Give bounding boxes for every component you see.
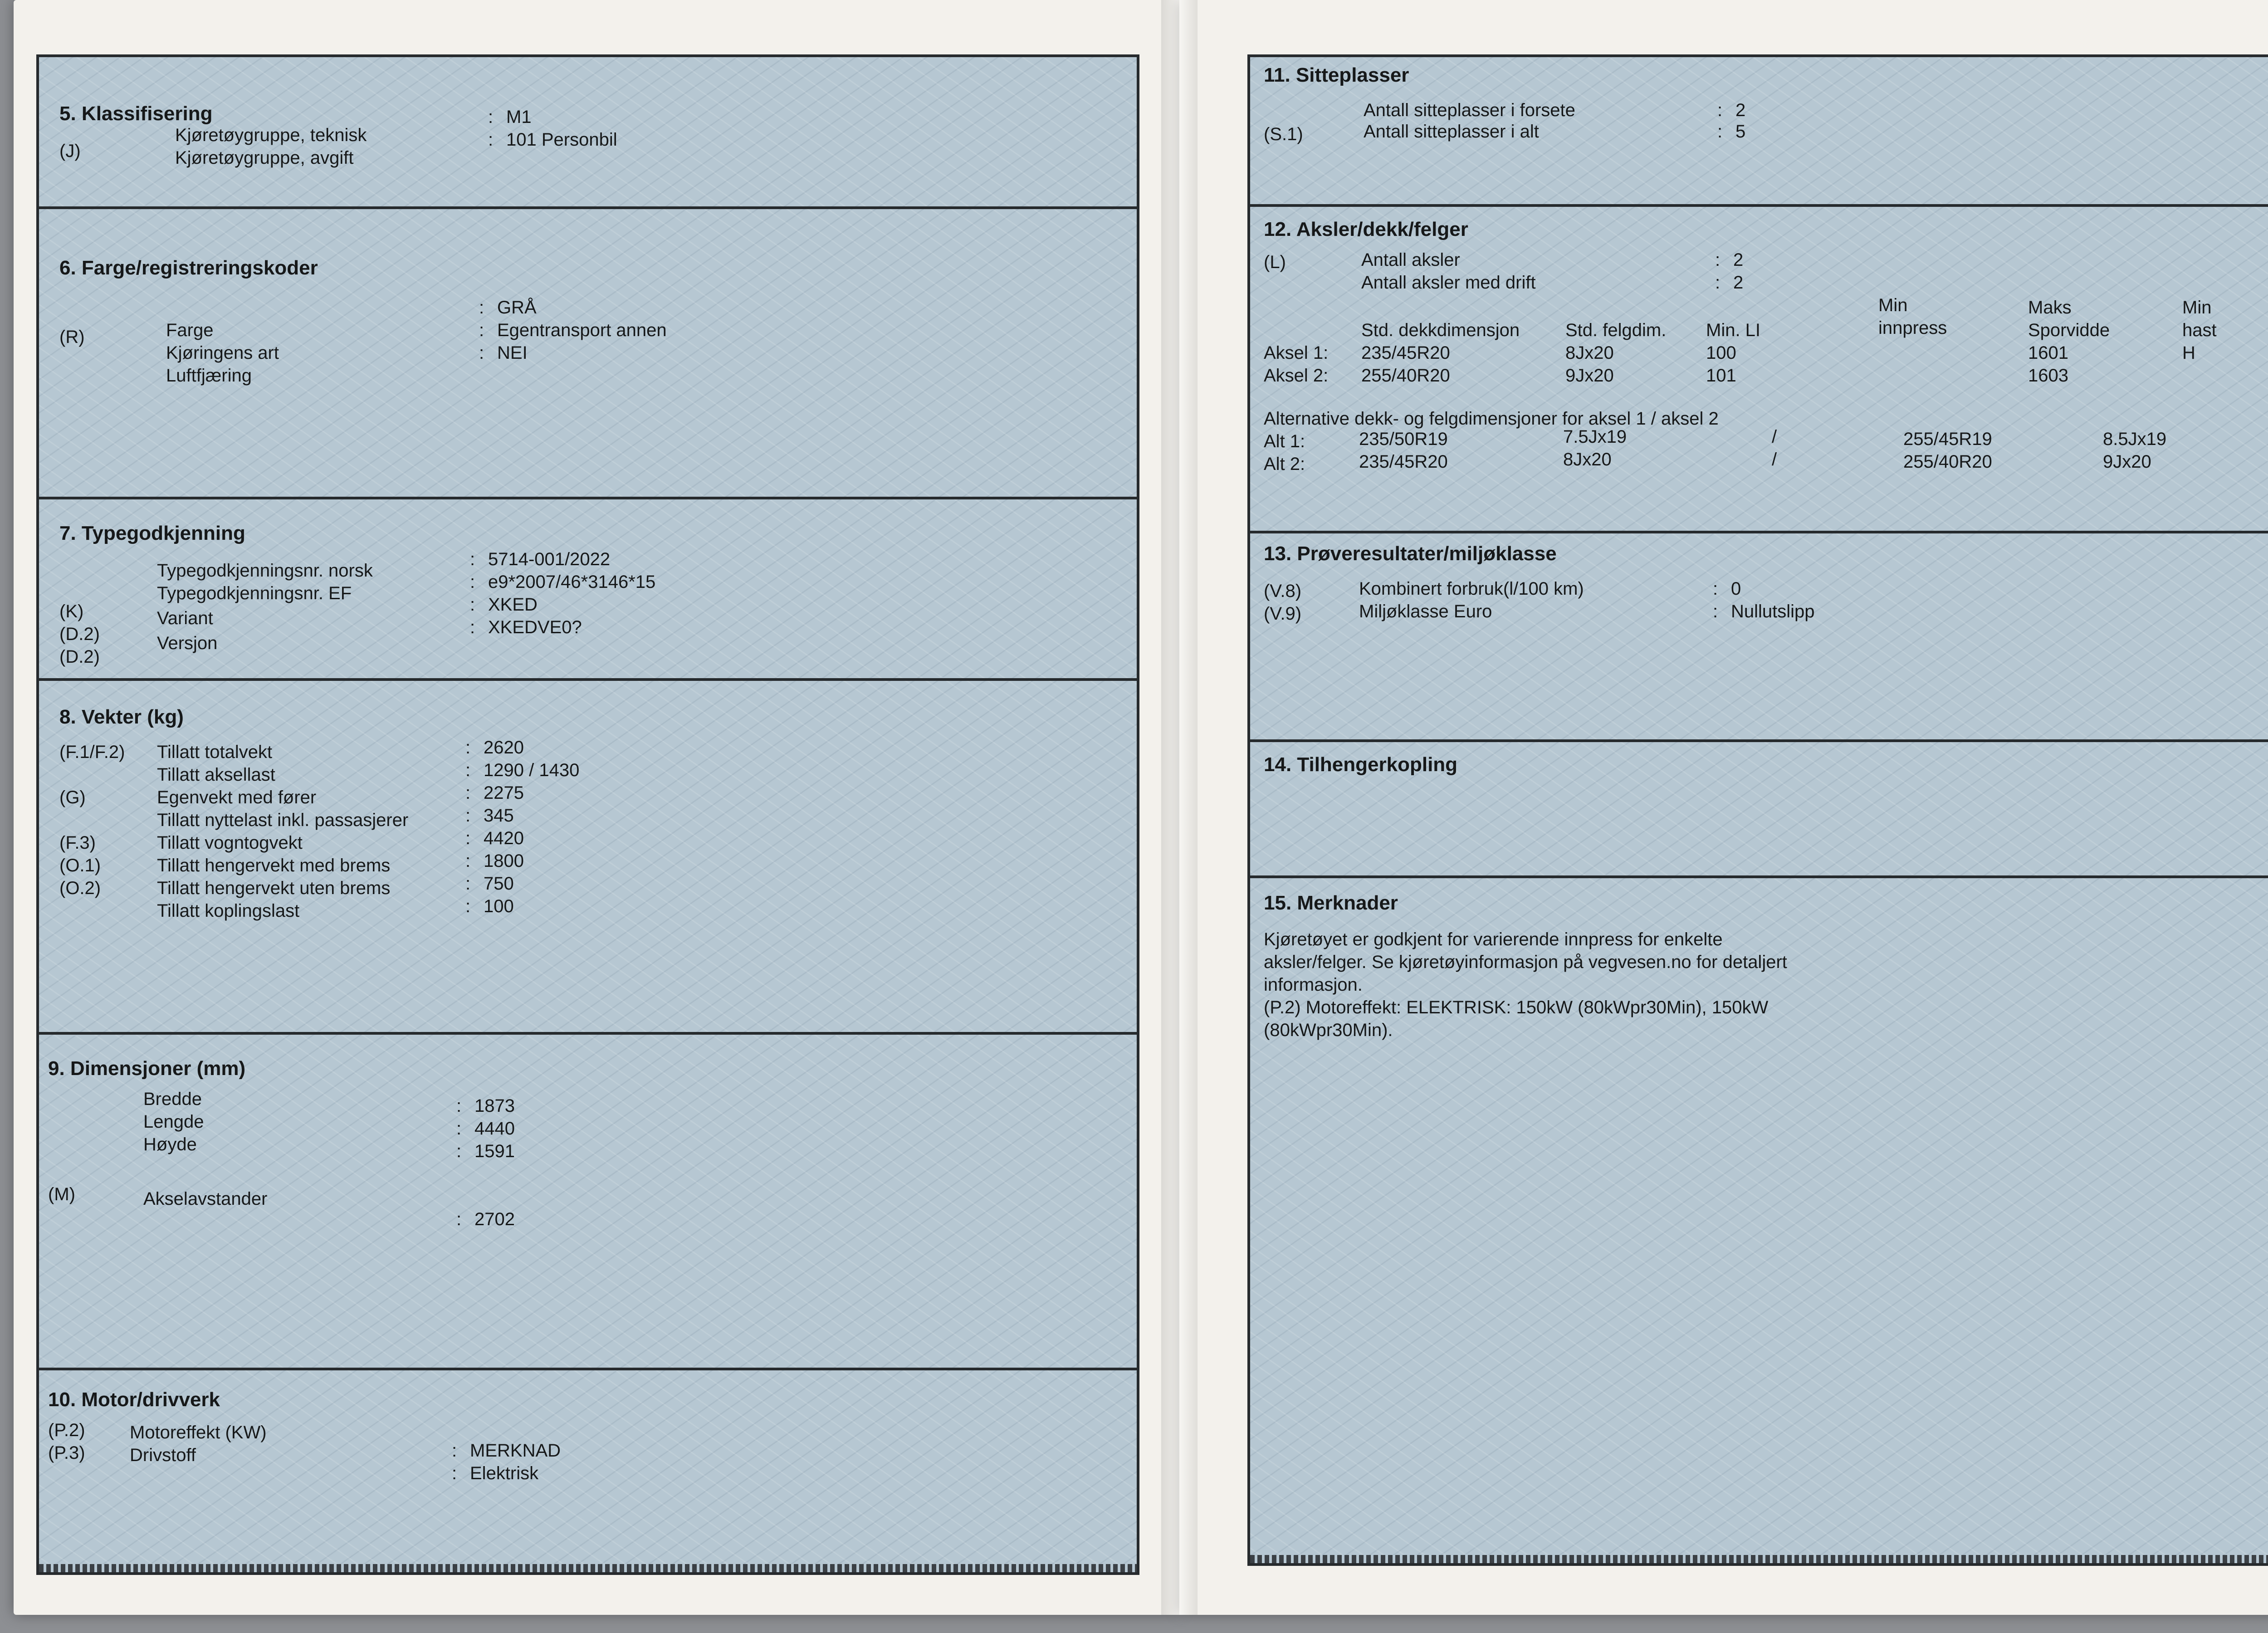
table-header: Maks	[2028, 298, 2072, 318]
separator: :	[1713, 579, 1718, 599]
axle-felg: 9Jx20	[1565, 366, 1614, 386]
alt-title: Alternative dekk- og felgdimensjoner for aksel 1 / aksel 2	[1264, 409, 1719, 429]
table-header: Sporvidde	[2028, 320, 2110, 340]
separator: :	[1713, 601, 1718, 621]
code-label: (V.8)	[1264, 581, 1302, 601]
separator: :	[470, 617, 475, 637]
section-5-klassifisering	[39, 57, 1137, 209]
separator: :	[488, 130, 494, 150]
field-label: Antall sitteplasser i forsete	[1364, 100, 1575, 120]
axle-spor: 1603	[2028, 366, 2068, 386]
section-9-dimensjoner	[39, 1035, 1137, 1370]
field-value: XKEDVE0?	[488, 617, 582, 637]
section-8-title: 8. Vekter (kg)	[59, 706, 184, 728]
field-value: 2	[1733, 273, 1744, 293]
section-6-title: 6. Farge/registreringskoder	[59, 257, 318, 279]
separator: :	[465, 738, 471, 758]
axle-label: Aksel 2:	[1264, 366, 1329, 386]
section-15-title: 15. Merknader	[1264, 892, 1398, 914]
field-label: Antall sitteplasser i alt	[1364, 122, 1539, 142]
remarks-line: aksler/felger. Se kjøretøyinformasjon på vegvesen.no for detaljert	[1264, 952, 1787, 972]
field-label: Tillatt vogntogvekt	[157, 833, 303, 853]
separator: :	[456, 1209, 462, 1229]
code-label: (L)	[1264, 252, 1286, 272]
axle-label: Aksel 1:	[1264, 343, 1329, 363]
section-12-title: 12. Aksler/dekk/felger	[1264, 218, 1468, 240]
table-header: Std. felgdim.	[1565, 320, 1667, 340]
separator: :	[479, 298, 484, 318]
field-label: Tillatt hengervekt med brems	[157, 856, 391, 875]
field-label: Luftfjæring	[166, 366, 252, 386]
field-value: 2	[1733, 250, 1744, 270]
code-label: (R)	[59, 327, 85, 347]
code-label: (D.2)	[59, 624, 100, 644]
field-value: 345	[484, 806, 514, 826]
code-label: (F.1/F.2)	[59, 742, 125, 762]
section-6-farge	[39, 209, 1137, 499]
remarks-text	[1264, 928, 1989, 1041]
field-value: 2702	[474, 1209, 515, 1229]
right-form	[1247, 54, 2268, 1566]
field-label: Bredde	[143, 1089, 202, 1109]
left-form	[36, 54, 1139, 1575]
field-label: Antall aksler med drift	[1361, 273, 1536, 293]
alt-dim1: 235/45R20	[1359, 452, 1448, 472]
alt-label: Alt 1:	[1264, 431, 1305, 451]
table-header: Std. dekkdimensjon	[1361, 320, 1520, 340]
field-label: Kjøretøygruppe, avgift	[175, 148, 354, 168]
section-5-title: 5. Klassifisering	[59, 103, 213, 125]
separator: :	[1715, 273, 1721, 293]
alt-slash: /	[1772, 450, 1777, 469]
separator: :	[470, 595, 475, 615]
separator: :	[465, 806, 471, 826]
alt-felg1: 7.5Jx19	[1563, 427, 1627, 447]
alt-felg2: 8.5Jx19	[2103, 429, 2167, 449]
code-label: (D.2)	[59, 647, 100, 667]
field-value: 0	[1731, 579, 1741, 599]
section-10-motor	[39, 1370, 1137, 1572]
field-label: Tillatt nyttelast inkl. passasjerer	[157, 810, 409, 830]
axle-li: 101	[1706, 366, 1736, 386]
field-label: Tillatt totalvekt	[157, 742, 273, 762]
field-value: 1800	[484, 851, 524, 871]
code-label: (J)	[59, 141, 81, 161]
separator: :	[465, 828, 471, 848]
alt-felg1: 8Jx20	[1563, 450, 1612, 469]
remarks-line: (P.2) Motoreffekt: ELEKTRISK: 150kW (80kWpr30Min), 150kW	[1264, 997, 1769, 1017]
separator: :	[456, 1096, 462, 1116]
field-label: Kombinert forbruk(l/100 km)	[1359, 579, 1584, 599]
field-value: 101 Personbil	[506, 130, 617, 150]
separator: :	[479, 343, 484, 363]
alt-felg2: 9Jx20	[2103, 452, 2151, 472]
separator: :	[456, 1141, 462, 1161]
table-header: Min. LI	[1706, 320, 1761, 340]
section-13-proveresultater	[1250, 533, 2268, 742]
separator: :	[465, 783, 471, 803]
axle-dim: 255/40R20	[1361, 366, 1450, 386]
field-label: Kjøringens art	[166, 343, 279, 363]
code-label: (G)	[59, 787, 86, 807]
field-label: Antall aksler	[1361, 250, 1460, 270]
separator: :	[1715, 250, 1721, 270]
section-11-title: 11. Sitteplasser	[1264, 64, 1409, 86]
separator: :	[465, 874, 471, 894]
security-strip	[1250, 1555, 2268, 1563]
field-value: 100	[484, 896, 514, 916]
security-strip	[39, 1564, 1137, 1572]
separator: :	[479, 320, 484, 340]
section-7-typegodkjenning	[39, 499, 1137, 681]
field-label: Egenvekt med fører	[157, 787, 317, 807]
table-header: Min	[2182, 298, 2212, 318]
field-value: Elektrisk	[470, 1463, 539, 1483]
field-label: Typegodkjenningsnr. norsk	[157, 561, 373, 581]
field-label: Typegodkjenningsnr. EF	[157, 583, 352, 603]
field-label: Motoreffekt (KW)	[130, 1423, 267, 1442]
section-13-title: 13. Prøveresultater/miljøklasse	[1264, 543, 1557, 565]
section-7-title: 7. Typegodkjenning	[59, 522, 245, 544]
field-value: Nullutslipp	[1731, 601, 1815, 621]
alt-dim1: 235/50R19	[1359, 429, 1448, 449]
field-label: Tillatt hengervekt uten brems	[157, 878, 391, 898]
field-label: Miljøklasse Euro	[1359, 601, 1492, 621]
field-value: e9*2007/46*3146*15	[488, 572, 656, 592]
code-label: (P.2)	[48, 1420, 85, 1440]
field-value: M1	[506, 107, 532, 127]
right-page	[1179, 0, 2268, 1615]
alt-label: Alt 2:	[1264, 454, 1305, 474]
field-label: Kjøretøygruppe, teknisk	[175, 125, 367, 145]
field-value: 5	[1735, 122, 1746, 142]
separator: :	[465, 896, 471, 916]
code-label: (M)	[48, 1184, 75, 1204]
field-value: NEI	[497, 343, 528, 363]
field-value: XKED	[488, 595, 538, 615]
separator: :	[470, 549, 475, 569]
separator: :	[465, 760, 471, 780]
field-value: 1873	[474, 1096, 515, 1116]
separator: :	[488, 107, 494, 127]
field-label: Variant	[157, 608, 213, 628]
field-value: 1290 / 1430	[484, 760, 580, 780]
code-label: (P.3)	[48, 1443, 85, 1463]
alt-dim2: 255/45R19	[1903, 429, 1992, 449]
table-header: hast	[2182, 320, 2217, 340]
axle-dim: 235/45R20	[1361, 343, 1450, 363]
table-header: Min	[1878, 295, 1908, 315]
code-label: (F.3)	[59, 833, 96, 853]
alt-dim2: 255/40R20	[1903, 452, 1992, 472]
field-value: 2275	[484, 783, 524, 803]
field-value: 750	[484, 874, 514, 894]
field-value: 4420	[484, 828, 524, 848]
section-9-title: 9. Dimensjoner (mm)	[48, 1057, 246, 1080]
field-label: Lengde	[143, 1112, 204, 1132]
field-value: 2620	[484, 738, 524, 758]
separator: :	[452, 1441, 457, 1461]
section-14-title: 14. Tilhengerkopling	[1264, 753, 1458, 776]
code-label: (K)	[59, 601, 84, 621]
alt-slash: /	[1772, 427, 1777, 447]
field-value: 1591	[474, 1141, 515, 1161]
field-value: 4440	[474, 1119, 515, 1139]
separator: :	[1717, 122, 1723, 142]
section-8-vekter	[39, 681, 1137, 1035]
field-value: 2	[1735, 100, 1746, 120]
section-12-aksler	[1250, 207, 2268, 533]
table-header: innpress	[1878, 318, 1947, 338]
field-label: Farge	[166, 320, 214, 340]
field-label: Tillatt koplingslast	[157, 901, 300, 921]
section-14-tilhengerkopling	[1250, 742, 2268, 878]
separator: :	[452, 1463, 457, 1483]
field-label: Drivstoff	[130, 1445, 196, 1465]
axle-li: 100	[1706, 343, 1736, 363]
code-label: (O.2)	[59, 878, 101, 898]
separator: :	[470, 572, 475, 592]
section-11-sitteplasser	[1250, 57, 2268, 207]
remarks-line: (80kWpr30Min).	[1264, 1020, 1393, 1040]
code-label: (S.1)	[1264, 124, 1303, 144]
left-page	[14, 0, 1179, 1615]
separator: :	[465, 851, 471, 871]
field-value: Egentransport annen	[497, 320, 667, 340]
field-value: GRÅ	[497, 298, 537, 318]
separator: :	[456, 1119, 462, 1139]
section-15-merknader	[1250, 878, 2268, 1563]
field-value: MERKNAD	[470, 1441, 561, 1461]
field-label: Versjon	[157, 633, 218, 653]
remarks-line: Kjøretøyet er godkjent for varierende innpress for enkelte	[1264, 929, 1723, 949]
axle-hast: H	[2182, 343, 2195, 363]
field-label: Tillatt aksellast	[157, 765, 275, 785]
section-10-title: 10. Motor/drivverk	[48, 1389, 220, 1411]
field-label: Høyde	[143, 1134, 197, 1154]
axle-felg: 8Jx20	[1565, 343, 1614, 363]
code-label: (O.1)	[59, 856, 101, 875]
remarks-line: informasjon.	[1264, 975, 1363, 995]
field-value: 5714-001/2022	[488, 549, 611, 569]
code-label: (V.9)	[1264, 604, 1302, 624]
field-label: Akselavstander	[143, 1189, 268, 1209]
axle-spor: 1601	[2028, 343, 2068, 363]
separator: :	[1717, 100, 1723, 120]
